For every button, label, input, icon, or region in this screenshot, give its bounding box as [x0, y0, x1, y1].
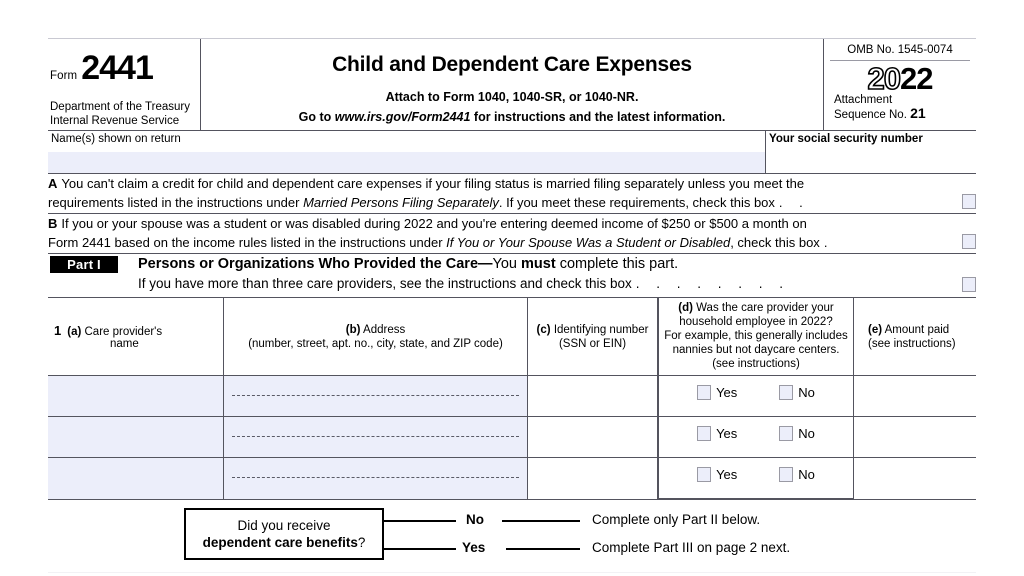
- department-line-1: Department of the Treasury: [50, 101, 190, 113]
- statement-a-leader: . .: [778, 195, 810, 210]
- part-1-badge: Part I: [50, 256, 118, 273]
- header-d-line-5: (see instructions): [712, 358, 800, 370]
- attachment-sequence: [824, 94, 976, 123]
- cell-amount-paid-2[interactable]: [854, 417, 976, 458]
- header-c-tag: (c): [536, 324, 551, 336]
- identity-row: [48, 130, 976, 174]
- cell-provider-name-3[interactable]: [48, 458, 223, 499]
- no-checkbox-1[interactable]: [779, 385, 793, 400]
- name-input[interactable]: [48, 152, 765, 173]
- flowchart-result-yes: Complete Part III on page 2 next.: [592, 540, 791, 555]
- goto-instruction: [201, 110, 823, 124]
- tax-year-suffix: 22: [900, 61, 933, 96]
- no-option-1[interactable]: [779, 385, 815, 400]
- omb-number: OMB No. 1545-0074: [847, 44, 953, 56]
- yes-no-group-1: [659, 385, 853, 400]
- no-checkbox-3[interactable]: [779, 467, 793, 482]
- address-divider-3: [232, 477, 519, 478]
- cell-household-employee-2: [659, 417, 853, 458]
- no-option-2[interactable]: [779, 426, 815, 441]
- yes-no-group-3: [659, 467, 853, 482]
- masthead-right: [824, 39, 976, 130]
- statement-b-line-1: B If you or your spouse was a student or was disabled during 2022 and you're entering deemed income of $250 or $500 a month on: [48, 216, 807, 231]
- column-provider-address: [224, 298, 528, 499]
- address-divider-1: [232, 395, 519, 396]
- dependent-care-benefits-flowchart: [184, 508, 824, 566]
- tax-year-century: 20: [867, 61, 900, 96]
- no-label-3: No: [798, 467, 815, 482]
- no-label-2: No: [798, 426, 815, 441]
- statement-b-line-2: Form 2441 based on the income rules listed in the instructions under If You or Your Spouse Was a Student or Disabled, check this box .: [48, 233, 976, 252]
- header-a-line-2: name: [110, 338, 139, 350]
- yes-label-1: Yes: [716, 385, 738, 400]
- header-identifying-number: [528, 298, 657, 376]
- goto-prefix: Go to: [298, 110, 335, 124]
- column-provider-name: [48, 298, 224, 499]
- header-e-line-2: (see instructions): [868, 338, 956, 350]
- goto-suffix: for instructions and the latest information.: [470, 110, 726, 124]
- statement-a-checkbox[interactable]: [962, 194, 976, 209]
- cell-provider-address-2[interactable]: [224, 417, 527, 458]
- column-household-employee: [658, 298, 854, 499]
- address-divider-2: [232, 436, 519, 437]
- part-1-heading: Persons or Organizations Who Provided the Care—You must complete this part.: [138, 256, 679, 272]
- statement-b: [48, 214, 976, 254]
- cell-identifying-number-1[interactable]: [528, 376, 657, 417]
- column-amount-paid: [854, 298, 976, 499]
- header-d-line-1: Was the care provider your: [696, 302, 834, 314]
- flowchart-question-box: [184, 508, 384, 560]
- cell-provider-address-3[interactable]: [224, 458, 527, 499]
- name-label: Name(s) shown on return: [51, 133, 181, 145]
- cell-household-employee-3: [659, 458, 853, 499]
- statement-b-letter: B: [48, 216, 58, 231]
- statement-b-leader: .: [823, 235, 834, 250]
- column-identifying-number: [528, 298, 658, 499]
- flowchart-branch-no: No: [466, 512, 484, 527]
- header-e-tag: (e): [868, 324, 883, 336]
- ssn-input[interactable]: [766, 152, 976, 173]
- yes-option-3[interactable]: [697, 467, 737, 482]
- form-word: Form: [50, 70, 78, 82]
- attach-instruction: Attach to Form 1040, 1040-SR, or 1040-NR.: [385, 90, 639, 104]
- masthead-left: [48, 39, 200, 130]
- yes-checkbox-3[interactable]: [697, 467, 711, 482]
- ssn-label: Your social security number: [769, 133, 923, 145]
- no-label-1: No: [798, 385, 815, 400]
- flowchart-connector-yes-right: [506, 548, 580, 550]
- header-b-line-1: Address: [363, 324, 406, 336]
- header-provider-name: [48, 298, 223, 376]
- header-amount-paid: [854, 298, 976, 376]
- part-1-more-providers-checkbox[interactable]: [962, 277, 976, 292]
- ssn-field-cell[interactable]: [766, 131, 976, 173]
- form-title: Child and Dependent Care Expenses: [332, 53, 692, 76]
- yes-label-3: Yes: [716, 467, 738, 482]
- attachment-label-2: Sequence No. 21: [834, 105, 926, 122]
- header-c-line-2: (SSN or EIN): [558, 338, 627, 350]
- flowchart-branch-yes: Yes: [462, 540, 486, 555]
- flowchart-result-no: Complete only Part II below.: [592, 512, 761, 527]
- header-a-line-1: Care provider's: [84, 326, 163, 338]
- yes-option-1[interactable]: [697, 385, 737, 400]
- cell-provider-name-2[interactable]: [48, 417, 223, 458]
- page-bottom-rule: [48, 572, 976, 573]
- form-identifier: [50, 49, 153, 87]
- flowchart-question-line-1: Did you receive: [237, 518, 331, 533]
- statement-a-line-1: A You can't claim a credit for child and dependent care expenses if your filing status is married filing separately unless you meet the: [48, 176, 805, 191]
- masthead-center: [200, 39, 824, 130]
- part-1-leader: . . . . . . . .: [635, 276, 790, 291]
- form-masthead: [48, 38, 976, 130]
- statement-b-checkbox[interactable]: [962, 234, 976, 249]
- header-a-tag: (a): [67, 326, 82, 338]
- no-option-3[interactable]: [779, 467, 815, 482]
- header-provider-address: [224, 298, 527, 376]
- care-provider-table: [48, 298, 976, 500]
- cell-identifying-number-2[interactable]: [528, 417, 657, 458]
- irs-url[interactable]: www.irs.gov/Form2441: [334, 110, 471, 124]
- cell-household-employee-1: [659, 376, 853, 417]
- statement-a: [48, 174, 976, 214]
- attachment-label-1: Attachment: [834, 93, 893, 106]
- flowchart-connector-no-left: [384, 520, 456, 522]
- statement-a-line-2: requirements listed in the instructions under Married Persons Filing Separately. If you meet these requirements, check this box . .: [48, 193, 976, 212]
- attachment-number: 21: [910, 105, 926, 122]
- flowchart-connector-no-right: [502, 520, 580, 522]
- tax-year: [824, 63, 976, 95]
- department-line-2: Internal Revenue Service: [50, 115, 180, 127]
- yes-label-2: Yes: [716, 426, 738, 441]
- cell-amount-paid-3[interactable]: [854, 458, 976, 499]
- yes-checkbox-2[interactable]: [697, 426, 711, 441]
- issuing-agency: [50, 100, 190, 128]
- header-d-tag: (d): [678, 302, 693, 314]
- yes-checkbox-1[interactable]: [697, 385, 711, 400]
- header-d-line-3: For example, this generally includes: [664, 330, 848, 342]
- yes-no-group-2: [659, 426, 853, 441]
- header-b-tag: (b): [345, 324, 361, 336]
- header-d-line-4: nannies but not daycare centers.: [672, 344, 840, 356]
- header-d-line-2: household employee in 2022?: [679, 316, 833, 328]
- header-household-employee: [659, 298, 853, 376]
- cell-identifying-number-3[interactable]: [528, 458, 657, 499]
- row-number: 1: [54, 323, 62, 338]
- cell-amount-paid-1[interactable]: [854, 376, 976, 417]
- cell-provider-address-1[interactable]: [224, 376, 527, 417]
- header-b-line-2: (number, street, apt. no., city, state, and ZIP code): [248, 338, 503, 350]
- header-e-line-1: Amount paid: [884, 324, 950, 336]
- flowchart-connector-yes-left: [384, 548, 456, 550]
- flowchart-question-line-2: dependent care benefits?: [202, 535, 366, 550]
- part-1-more-providers: If you have more than three care providers, see the instructions and check this box . . . . . . . .: [138, 276, 976, 291]
- header-c-line-1: Identifying number: [553, 324, 649, 336]
- part-1-banner: [48, 254, 976, 298]
- statement-a-letter: A: [48, 176, 58, 191]
- no-checkbox-2[interactable]: [779, 426, 793, 441]
- yes-option-2[interactable]: [697, 426, 737, 441]
- cell-provider-name-1[interactable]: [48, 376, 223, 417]
- name-field-cell[interactable]: [48, 131, 766, 173]
- form-number: 2441: [81, 49, 153, 87]
